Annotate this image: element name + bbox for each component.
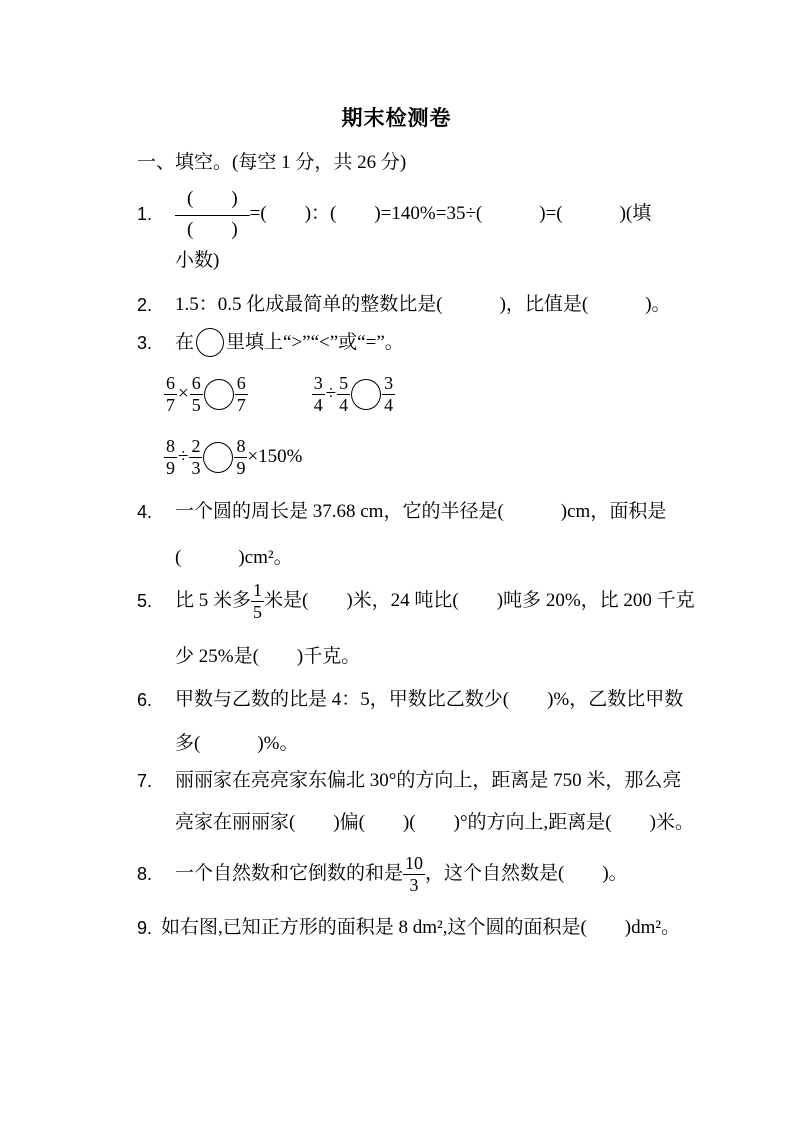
fraction: $\frac{3}{4}$ xyxy=(384,373,394,415)
problem-4-line-2: ( )cm²。 xyxy=(175,547,293,568)
fraction: $\frac{6}{7}$ xyxy=(166,373,175,415)
fraction-numerator-blank: ( ) xyxy=(175,187,250,216)
problem-6-line-1 xyxy=(137,689,683,711)
problem-text: 比 5 米多 xyxy=(175,590,252,612)
problem-text: 一个圆的周长是 37.68 cm，它的半径是( )cm，面积是 xyxy=(175,501,667,522)
problem-text: 一个自然数和它倒数的和是 xyxy=(175,863,404,885)
problem-5-line-2: 少 25%是( )千克。 xyxy=(175,646,361,667)
problem-5-line-1 xyxy=(137,581,695,622)
problem-text: 在 xyxy=(175,331,195,353)
problem-text: 米是( )米，24 吨比( )吨多 20%，比 200 千克 xyxy=(264,590,695,612)
problem-text: ，这个自然数是( )。 xyxy=(425,863,628,885)
problem-text: 如右图,已知正方形的面积是 8 dm²,这个圆的面积是( )dm²。 xyxy=(161,917,681,938)
problem-number: 4. xyxy=(137,502,153,522)
problem-4-line-1 xyxy=(137,501,666,523)
divide-operator: ÷ xyxy=(178,446,189,468)
fraction: $\frac{6}{5}$ xyxy=(191,373,201,415)
problem-text: 丽丽家在亮亮家东偏北 30°的方向上，距离是 750 米，那么亮 xyxy=(175,770,682,791)
problem-number: 5. xyxy=(137,591,153,612)
problem-number: 9. xyxy=(137,918,153,938)
problem-number: 1. xyxy=(137,203,153,224)
blank-fraction xyxy=(175,187,250,241)
comparison-circle-blank xyxy=(204,379,234,410)
problem-7-line-1 xyxy=(137,770,681,792)
problem-text: =( )：( )=140%=35÷( )=( )(填 xyxy=(249,202,652,224)
fraction: $\frac{3}{4}$ xyxy=(313,373,323,415)
fraction: $\frac{10}{3}$ xyxy=(405,853,424,895)
fraction: $\frac{2}{3}$ xyxy=(191,436,201,478)
problem-8 xyxy=(137,854,628,895)
fraction: $\frac{6}{7}$ xyxy=(236,373,246,415)
comparison-circle-blank xyxy=(196,328,224,357)
section-heading: 一、填空。(每空 1 分，共 26 分) xyxy=(137,152,407,173)
problem-text: 甲数与乙数的比是 4：5，甲数比乙数少( )%，乙数比甲数 xyxy=(175,689,684,710)
problem-text: 1.5：0.5 化成最简单的整数比是( )，比值是( )。 xyxy=(175,294,671,315)
problem-number: 7. xyxy=(137,771,153,791)
problem-number: 2. xyxy=(137,295,153,315)
problem-number: 3. xyxy=(137,332,153,353)
fraction: $\frac{5}{4}$ xyxy=(339,373,349,415)
comparison-circle-blank xyxy=(203,442,233,473)
fraction: $\frac{8}{9}$ xyxy=(166,436,175,478)
comparison-circle-blank xyxy=(351,379,381,410)
problem-3-row-2 xyxy=(164,437,302,478)
fraction-denominator-blank: ( ) xyxy=(187,218,238,240)
problem-1-line-2: 小数) xyxy=(175,250,220,271)
page-title: 期末检测卷 xyxy=(341,107,452,130)
problem-number: 6. xyxy=(137,690,153,710)
problem-3-row-1 xyxy=(164,374,395,415)
divide-operator: ÷ xyxy=(325,383,337,405)
problem-3-line-1 xyxy=(137,328,404,357)
multiply-operator: × xyxy=(178,383,189,405)
fraction: $\frac{8}{9}$ xyxy=(236,436,246,478)
problem-1-line-1 xyxy=(137,187,651,241)
problem-2 xyxy=(137,294,671,316)
problem-text: 里填上“>”“<”或“=”。 xyxy=(226,331,404,353)
fraction: $\frac{1}{5}$ xyxy=(253,580,263,622)
problem-6-line-2: 多( )%。 xyxy=(175,733,299,754)
problem-7-line-2: 亮家在丽丽家( )偏( )( )°的方向上,距离是( )米。 xyxy=(175,812,694,833)
problem-9 xyxy=(137,917,680,939)
problem-number: 8. xyxy=(137,864,153,885)
problem-text: ×150% xyxy=(247,446,303,468)
